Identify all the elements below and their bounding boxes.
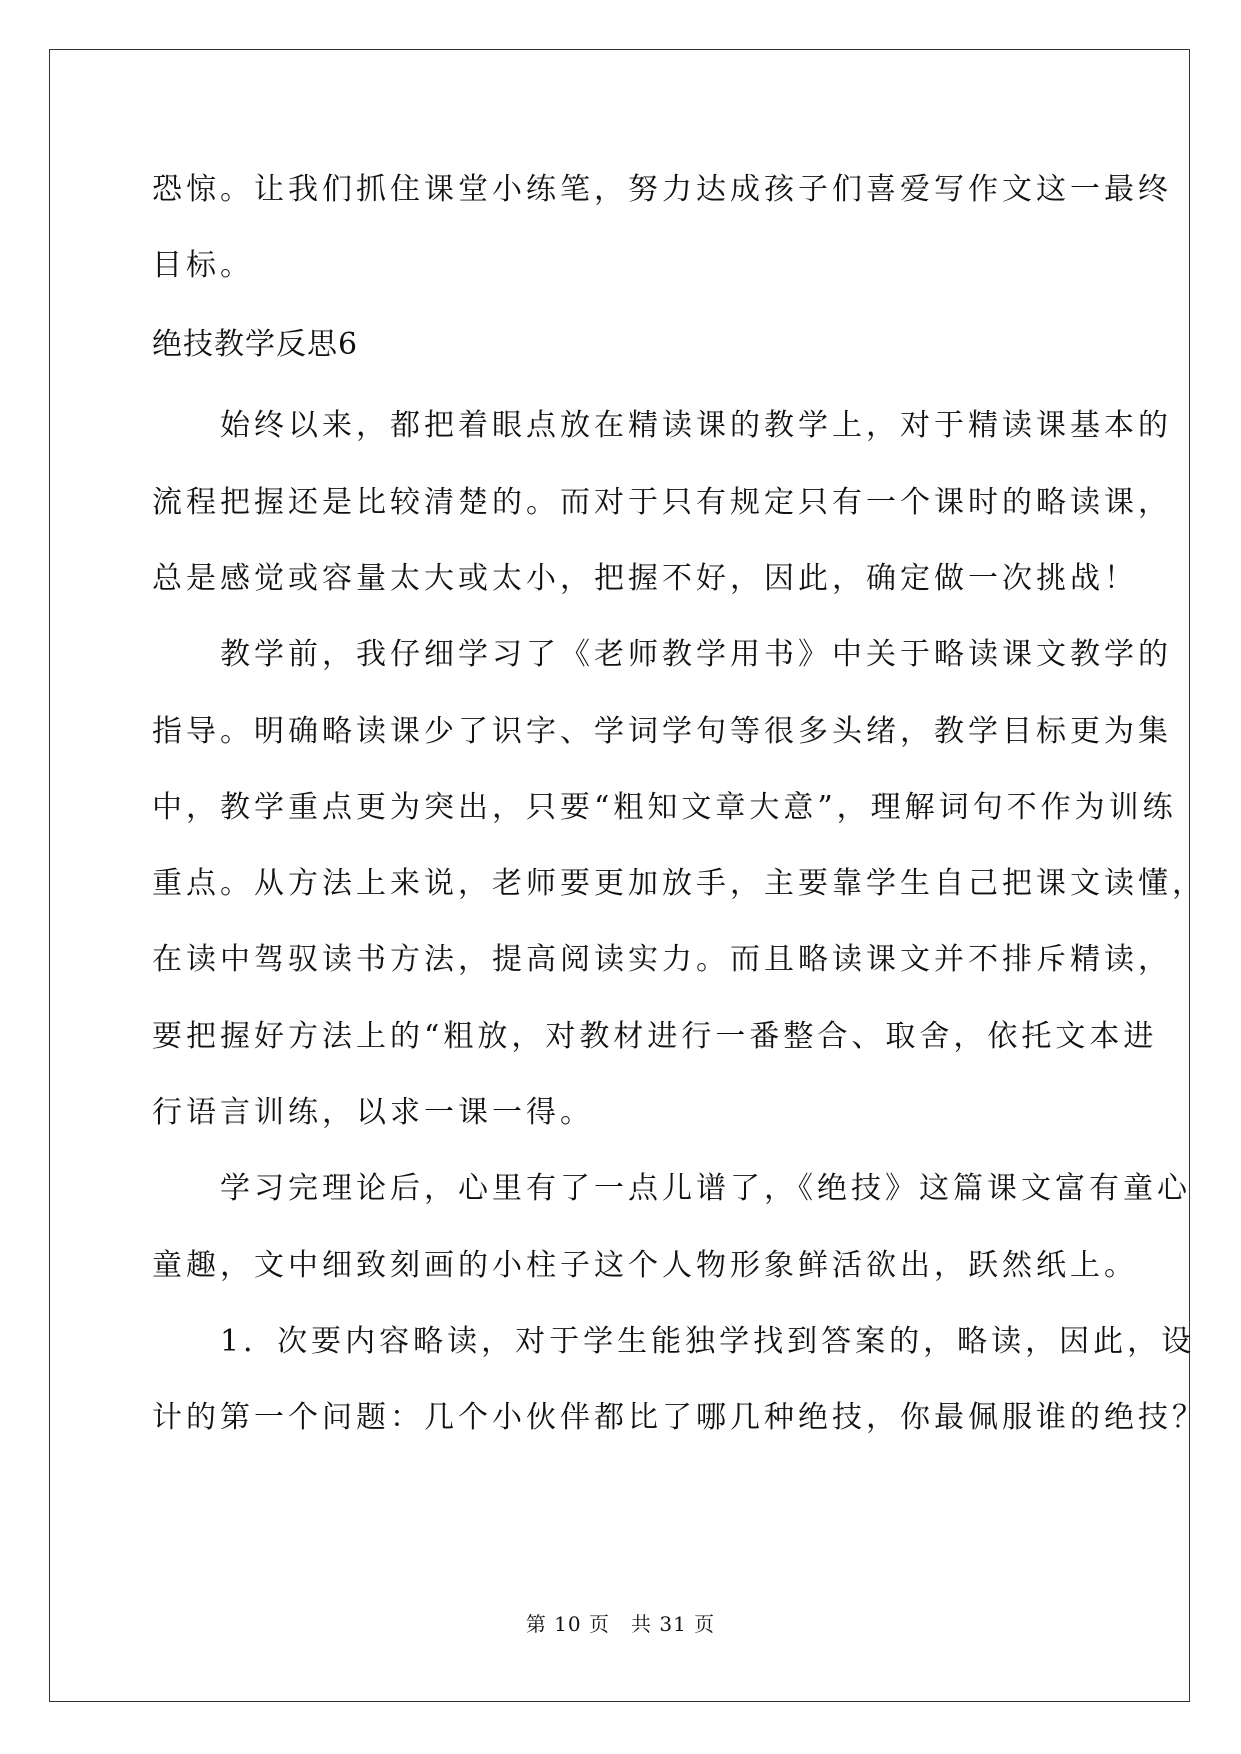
text-line: 恐惊。让我们抓住课堂小练笔，努力达成孩子们喜爱写作文这一最终 [152,172,1172,207]
text-line: 总是感觉或容量太大或太小，把握不好，因此，确定做一次挑战！ [152,561,1138,596]
text-line: 流程把握还是比较清楚的。而对于只有规定只有一个课时的略读课， [152,485,1172,520]
page-number-footer: 第 10 页 共 31 页 [525,1612,716,1636]
text-line: 在读中驾驭读书方法，提高阅读实力。而且略读课文并不排斥精读， [152,942,1172,977]
text-line: 目标。 [152,248,254,283]
text-line: 教学前，我仔细学习了《老师教学用书》中关于略读课文教学的 [152,637,1172,672]
text-line: 要把握好方法上的“粗放，对教材进行一番整合、取舍，依托文本进 [152,1019,1158,1054]
text-line: 1．次要内容略读，对于学生能独学找到答案的，略读，因此，设 [152,1324,1196,1359]
section-heading: 绝技教学反思6 [152,327,359,362]
text-line: 学习完理论后，心里有了一点儿谱了，《绝技》这篇课文富有童心 [152,1171,1191,1206]
text-line: 重点。从方法上来说，老师要更加放手，主要靠学生自己把课文读懂， [152,866,1206,901]
text-line: 始终以来，都把着眼点放在精读课的教学上，对于精读课基本的 [152,408,1172,443]
text-line: 计的第一个问题：几个小伙伴都比了哪几种绝技，你最佩服谁的绝技？ [152,1400,1206,1435]
text-line: 中，教学重点更为突出，只要“粗知文章大意”，理解词句不作为训练 [152,790,1177,825]
text-line: 指导。明确略读课少了识字、学词学句等很多头绪，教学目标更为集 [152,714,1172,749]
text-line: 童趣，文中细致刻画的小柱子这个人物形象鲜活欲出，跃然纸上。 [152,1248,1138,1283]
text-line: 行语言训练，以求一课一得。 [152,1095,594,1130]
